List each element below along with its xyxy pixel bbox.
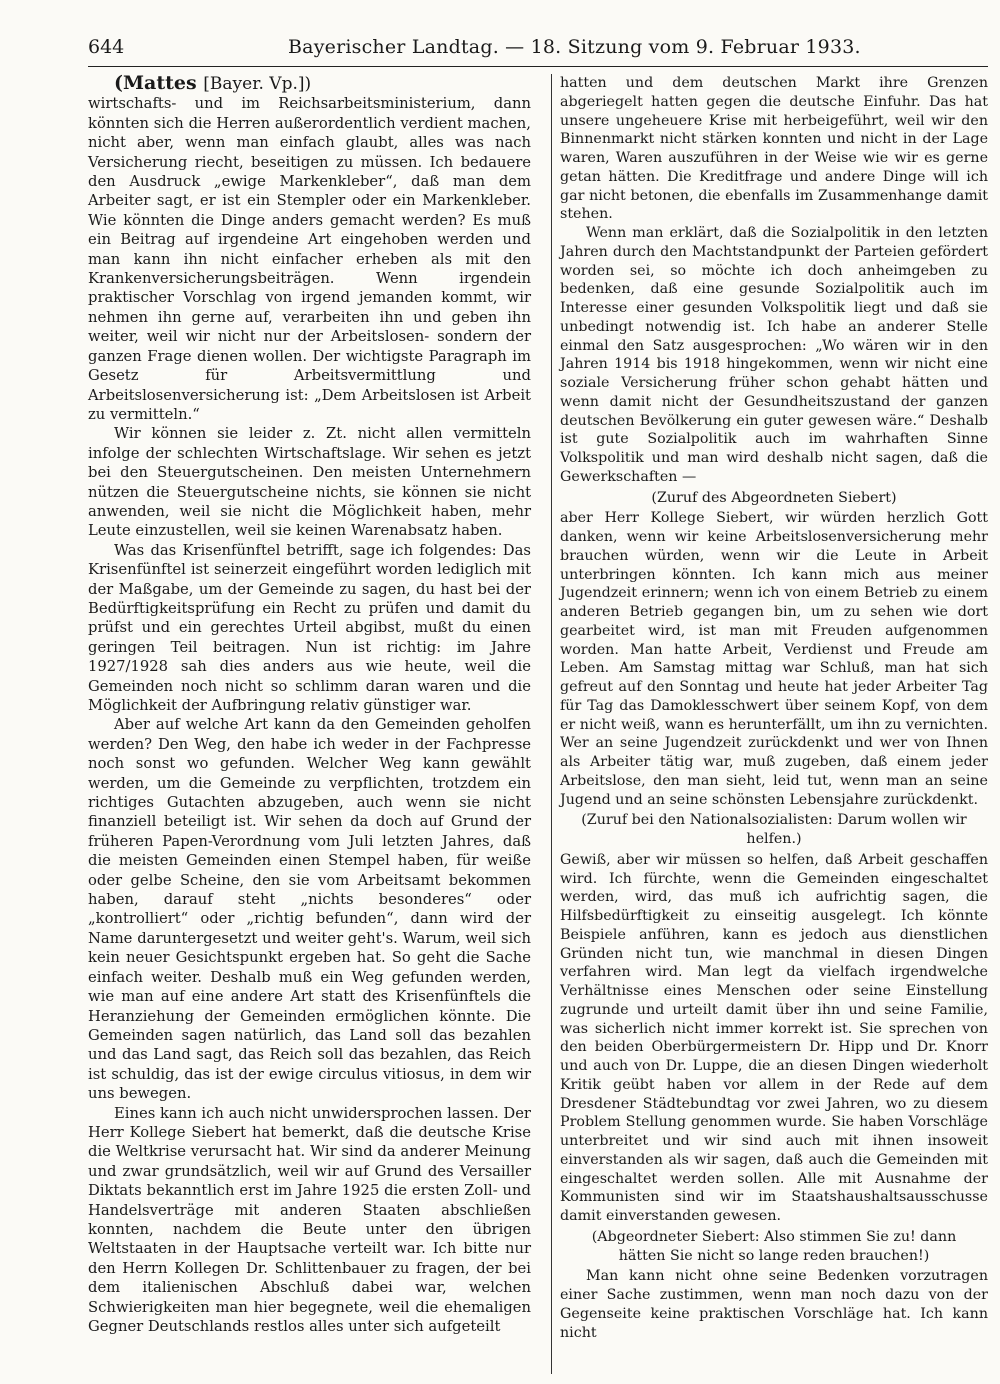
interjection: (Zuruf bei den Nationalsozialisten: Darum wollen wir helfen.) <box>581 812 967 847</box>
speaker-heading <box>88 74 531 94</box>
page-header <box>88 32 988 62</box>
paragraph: Was das Krisenfünftel betrifft, sage ich folgendes: Das Krisenfünftel ist seinerzeit eingeführt worden lediglich mit der Maßgabe, um der Gemeinde zu sagen, du hast bei der Bedürftigkeitsprüfung ein Recht zu prüfen und damit du prüfst und ein gerechtes Urteil abgibst, mußt du einen geringen Teil beitragen. Nun ist richtig: im Jahre 1927/1928 sah dies anders aus wie heute, weil die Gemeinden noch nicht so schlimm daran waren und die Möglichkeit der Aufbringung relativ günstiger war. <box>88 541 531 714</box>
left-column <box>88 74 531 1374</box>
paragraph: Eines kann ich auch nicht unwidersprochen lassen. Der Herr Kollege Siebert hat bemerkt, daß die deutsche Krise die Weltkrise verursacht hat. Wir sind da anderer Meinung und zwar grundsätzlich, weil wir auf Grund des Versailler Diktats bekanntlich erst im Jahre 1925 die ersten Zoll- und Handelsverträge mit anderen Staaten abschließen konnten, nachdem die Beute unter den übrigen Weltstaaten in der Hauptsache verteilt war. Ich bitte nur den Herrn Kollegen Dr. Schlittenbauer zu fragen, der bei dem italienischen Abschluß dabei war, welchen Schwierigkeiten man hier begegnete, weil die ehemaligen Gegner Deutschlands restlos alles unter sich aufgeteilt <box>88 1104 531 1335</box>
interjection: (Zuruf des Abgeordneten Siebert) <box>651 489 897 506</box>
paragraph: Gewiß, aber wir müssen so helfen, daß Arbeit geschaffen wird. Ich fürchte, wenn die Gemeinden eingeschaltet werden, wird, das muß ich aufrichtig sagen, die Hilfsbedürftigkeit zu einseitig ausgelegt. Ich könnte Beispiele anführen, kann es jedoch aus dienstlichen Gründen nicht tun, wie manchmal in diesen Dingen verfahren wird. Man legt da vielfach irgendwelche Verhältnisse eines Menschen oder seine Einstellung zugrunde und urteilt damit über ihn und seine Familie, was sicherlich nicht immer korrekt ist. Sie sprechen von den beiden Oberbürgermeistern Dr. Hipp und Dr. Knorr und auch von Dr. Luppe, die an diesen Dingen wiederholt Kritik geübt haben vor allem in der Rede auf dem Dresdener Städtebundtag vor zwei Jahren, wo zu diesem Problem Stellung genommen wurde. Sie haben Vorschläge unterbreitet und wir sind auch mit ihnen insoweit einverstanden als wir sagen, daß auch die Gemeinden mit eingeschaltet werden sollen. Alle mit Ausnahme der Kommunisten sind wir im Staatshaushaltsausschusse damit einverstanden gewesen. <box>560 851 988 1224</box>
paragraph: aber Herr Kollege Siebert, wir würden herzlich Gott danken, wenn wir keine Arbeitslosenversicherung mehr brauchen würden, wenn wir die Leute in Arbeit unterbringen könnten. Ich kann mich aus meiner Jugendzeit erinnern; wenn ich von einem Betrieb zu einem anderen Betrieb gegangen bin, um zu sehen wie dort gearbeitet wird, ist man mit Freuden aufgenommen worden. Man hatte Arbeit, Verdienst und Freude am Leben. Am Samstag mittag war Schluß, man hat sich gefreut auf den Sonntag und heute hat jeder Arbeiter Tag für Tag das Damoklesschwert über seinem Kopf, von dem er nicht weiß, wann es herunterfällt, um ihn zu vernichten. Wer an seine Jugendzeit zurückdenkt und wer von Ihnen als Arbeiter tätig war, muß zugeben, daß einem jeder Arbeitslose, den man sieht, leid tut, wenn man an seine Jugend und an seine schönsten Lebensjahre zurückdenkt. <box>560 510 988 808</box>
interjection: (Abgeordneter Siebert: Also stimmen Sie zu! dann hätten Sie nicht so lange reden brauchen!) <box>591 1228 957 1264</box>
paragraph: hatten und dem deutschen Markt ihre Grenzen abgeriegelt hatten gegen die deutsche Einfuhr. Das hat unsere ungeheuere Krise mit herbeigeführt, weil wir den Binnenmarkt nicht stärken konnten und nicht in der Lage waren, Waren auszuführen in der Weise wie wir es gerne getan hätten. Die Kreditfrage und andere Dinge will ich gar nicht betonen, die ebenfalls im Zusammenhange damit stehen. <box>560 75 988 223</box>
speaker-party: [Bayer. Vp.]) <box>203 74 312 94</box>
header-rule <box>88 66 988 67</box>
paragraph: Wir können sie leider z. Zt. nicht allen vermitteln infolge der schlechten Wirtschaftslage. Wir sehen es jetzt bei den Steuergutscheinen. Den meisten Unternehmern nützen die Steuergutscheine nichts, sie können sie nicht anwenden, weil sie nicht die Möglichkeit haben, mehr Leute einzustellen, weil sie keinen Warenabsatz haben. <box>88 425 531 540</box>
page-number: 644 <box>88 36 125 58</box>
running-head: Bayerischer Landtag. — 18. Sitzung vom 9. Februar 1933. <box>288 36 861 58</box>
column-rule <box>551 74 552 1374</box>
paragraph: Man kann nicht ohne seine Bedenken vorzutragen einer Sache zustimmen, wenn man noch dazu von der Gegenseite keine praktischen Vorschläge hat. Ich kann nicht <box>560 1268 988 1341</box>
paragraph: wirtschafts- und im Reichsarbeitsministerium, dann könnten sich die Herren außerordentlich verdient machen, nicht aber, wenn man einfach glaubt, alles was nach Versicherung riecht, beseitigen zu müssen. Ich bedauere den Ausdruck „ewige Markenkleber“, daß man dem Arbeiter sagt, er ist ein Stempler oder ein Markenkleber. Wie könnten die Dinge anders gemacht werden? Es muß ein Beitrag auf irgendeine Art eingehoben werden und man kann ihn nicht einfacher erheben als mit den Krankenversicherungsbeiträgen. Wenn irgendein praktischer Vorschlag von irgend jemanden kommt, wir nehmen ihn gerne auf, verarbeiten ihn und geben ihn weiter, weil wir nicht nur der Arbeitslosen- sondern der ganzen Frage dienen wollen. Der wichtigste Paragraph im Gesetz für Arbeitsvermittlung und Arbeitslosenversicherung ist: „Dem Arbeitslosen ist Arbeit zu vermitteln.“ <box>88 95 531 423</box>
paragraph: Aber auf welche Art kann da den Gemeinden geholfen werden? Den Weg, den habe ich weder in der Fachpresse noch sonst wo gefunden. Welcher Weg kann gewählt werden, um die Gemeinde zu verpflichten, trotzdem ein richtiges Gutachten abzugeben, auch wenn sie nicht finanziell beteiligt ist. Wir sehen da doch auf Grund der früheren Papen-Verordnung vom Juli letzten Jahres, daß die meisten Gemeinden einen Stempel haben, für weiße oder gelbe Scheine, den sie vom Arbeitsamt bekommen haben, darauf steht „nichts besonderes“ oder „kontrolliert“ oder „richtig befunden“, dann wird der Name daruntergesetzt und weiter geht's. Warum, weil sich kein neuer Gesichtspunkt ergeben hat. So geht die Sache einfach weiter. Deshalb muß ein Weg gefunden werden, wie man auf eine andere Art statt des Krisenfünftels die Heranziehung der Gemeinden ermöglichen könnte. Die Gemeinden sagen natürlich, das Land soll das bezahlen und das Land sagt, das Reich soll das bezahlen, das Reich ist schuldig, das ist der ewige circulus vitiosus, in dem wir uns bewegen. <box>88 716 531 1103</box>
right-column <box>560 74 988 1374</box>
speaker-name: (Mattes <box>114 72 197 94</box>
paragraph: Wenn man erklärt, daß die Sozialpolitik in den letzten Jahren durch den Machtstandpunkt der Parteien gefördert worden sei, so möchte ich doch anheimgeben zu bedenken, daß eine gesunde Sozialpolitik auch im Interesse einer gesunden Volkspolitik liegt und daß sie unbedingt notwendig ist. Ich habe an anderer Stelle einmal den Satz ausgesprochen: „Wo wären wir in den Jahren 1914 bis 1918 hingekommen, wenn wir nicht eine soziale Versicherung früher schon gehabt hätten und wenn damit nicht der Gesundheitszustand der ganzen deutschen Bevölkerung ein guter gewesen wäre.“ Deshalb ist gute Sozialpolitik auch im wahrhaften Sinne Volkspolitik und man wird deshalb nicht sagen, daß die Gewerkschaften — <box>560 225 988 485</box>
